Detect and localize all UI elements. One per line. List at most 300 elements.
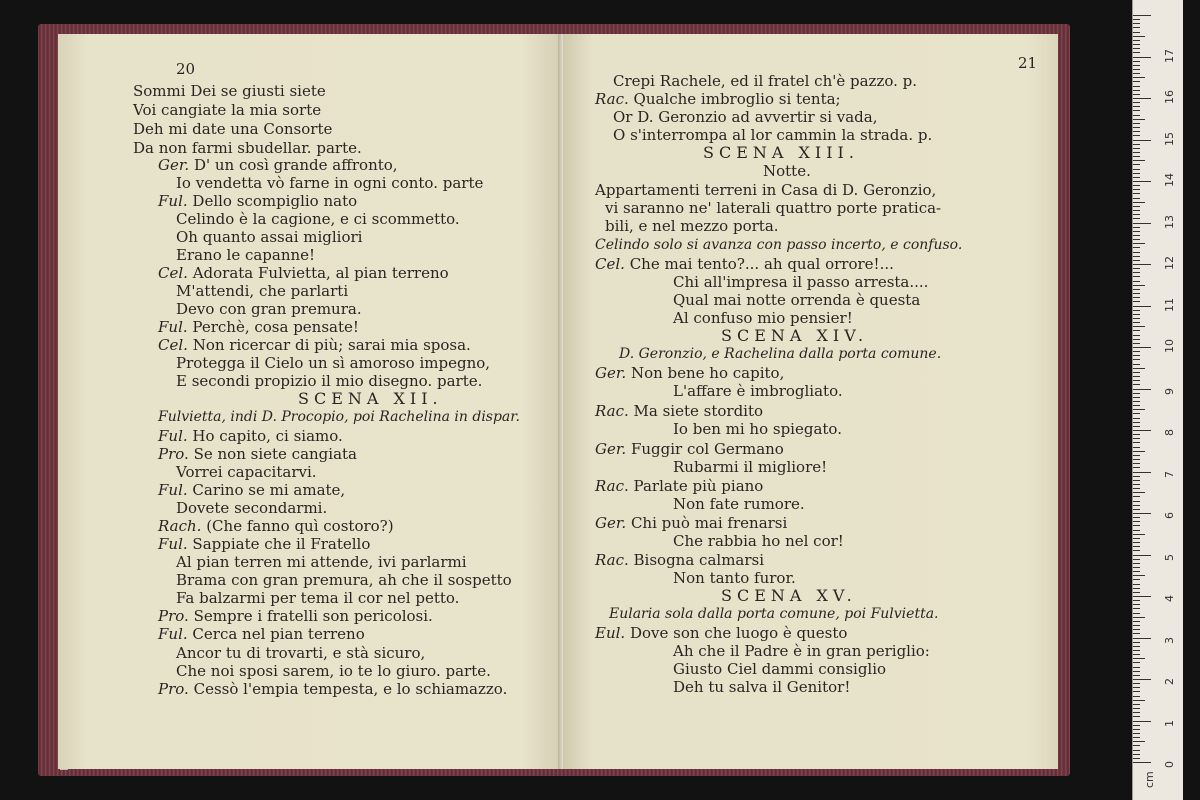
ruler-tick	[1133, 306, 1151, 307]
ruler-tick	[1133, 517, 1140, 518]
ruler-tick	[1133, 559, 1140, 560]
line-text: Dove son che luogo è questo	[629, 624, 848, 642]
verse-line	[595, 624, 847, 642]
line-text: Fulvietta, indi D. Procopio, poi Rachelina in dispar.	[158, 409, 520, 425]
ruler-tick	[1133, 123, 1140, 124]
ruler-tick	[1133, 115, 1140, 116]
verse-line	[613, 126, 932, 144]
ruler-tick	[1133, 189, 1140, 190]
verse-line	[176, 300, 362, 318]
verse-line	[176, 228, 362, 246]
ruler-tick	[1133, 206, 1140, 207]
verse-line	[673, 291, 920, 309]
ruler-tick	[1133, 667, 1140, 668]
verse-line	[763, 162, 811, 180]
verse-line	[176, 246, 315, 264]
verse-line	[158, 318, 359, 336]
speaker-label: Ful.	[158, 192, 188, 210]
line-text: Sappiate che il Fratello	[192, 535, 371, 553]
speaker-label: Ger.	[595, 364, 627, 382]
ruler-tick	[1133, 525, 1140, 526]
line-text: Or D. Geronzio ad avvertir si vada,	[613, 108, 878, 126]
verse-line	[673, 382, 843, 400]
verse-line	[673, 678, 850, 696]
line-text: M'attendi, che parlarti	[176, 282, 349, 300]
ruler-tick	[1133, 27, 1140, 28]
ruler-tick	[1133, 754, 1140, 755]
line-text: Celindo è la cagione, e ci scommetto.	[176, 210, 460, 228]
line-text: Oh quanto assai migliori	[176, 228, 363, 246]
verse-line	[133, 139, 362, 157]
verse-line	[595, 514, 787, 532]
ruler-tick	[1133, 343, 1140, 344]
ruler-tick	[1133, 401, 1140, 402]
line-text: Erano le capanne!	[176, 246, 316, 264]
ruler-number: 12	[1163, 256, 1176, 270]
ruler-tick	[1133, 318, 1140, 319]
ruler-tick	[1133, 625, 1140, 626]
ruler-tick	[1133, 169, 1140, 170]
ruler-tick	[1133, 347, 1151, 348]
ruler-tick	[1133, 584, 1140, 585]
ruler-tick	[1133, 160, 1145, 161]
ruler-tick	[1133, 81, 1140, 82]
ruler-tick	[1133, 530, 1140, 531]
scene-heading	[703, 144, 859, 162]
verse-line	[158, 680, 507, 698]
measurement-ruler	[1132, 0, 1183, 800]
ruler-number: 17	[1163, 48, 1176, 63]
ruler-number: 5	[1163, 553, 1176, 561]
ruler-tick	[1133, 704, 1140, 705]
ruler-tick	[1133, 604, 1140, 605]
ruler-tick	[1133, 687, 1140, 688]
line-text: Se non siete cangiata	[193, 445, 357, 463]
line-text: Dovete secondarmi.	[176, 499, 328, 517]
speaker-label: Ful.	[158, 427, 188, 445]
ruler-tick	[1133, 725, 1140, 726]
line-text: Rubarmi il migliore!	[673, 458, 828, 476]
ruler-number: 16	[1163, 90, 1176, 104]
verse-line	[673, 273, 928, 291]
stage-direction	[158, 408, 520, 426]
ruler-tick	[1133, 335, 1140, 336]
ruler-tick	[1133, 472, 1151, 473]
speaker-label: Rac.	[595, 477, 629, 495]
ruler-tick	[1133, 733, 1140, 734]
ruler-tick	[1133, 140, 1151, 141]
verse-line	[613, 108, 878, 126]
ruler-unit-label: cm	[1143, 771, 1156, 788]
ruler-tick	[1133, 268, 1140, 269]
ruler-tick	[1133, 646, 1140, 647]
line-text: Cessò l'empia tempesta, e lo schiamazzo.	[193, 680, 508, 698]
ruler-tick	[1133, 185, 1140, 186]
ruler-tick	[1133, 243, 1145, 244]
ruler-tick	[1133, 592, 1140, 593]
ruler-tick	[1133, 94, 1140, 95]
verse-line	[158, 192, 357, 210]
ruler-tick	[1133, 567, 1140, 568]
ruler-tick	[1133, 393, 1140, 394]
ruler-tick	[1133, 741, 1145, 742]
ruler-tick	[1133, 61, 1140, 62]
ruler-number: 2	[1163, 678, 1176, 685]
ruler-tick	[1133, 193, 1140, 194]
ruler-tick	[1133, 588, 1140, 589]
ruler-tick	[1133, 575, 1145, 576]
scene-heading	[298, 390, 443, 408]
line-text: Qualche imbroglio si tenta;	[633, 90, 841, 108]
verse-line	[176, 589, 459, 607]
speaker-label: Rac.	[595, 90, 629, 108]
stage-direction	[595, 236, 962, 254]
verse-line	[595, 477, 763, 495]
ruler-tick	[1133, 256, 1140, 257]
ruler-tick	[1133, 434, 1140, 435]
verse-line	[176, 571, 512, 589]
ruler-tick	[1133, 355, 1140, 356]
verse-line	[595, 364, 784, 382]
verse-line	[595, 440, 784, 458]
ruler-tick	[1133, 409, 1145, 410]
ruler-tick	[1133, 729, 1140, 730]
ruler-tick	[1133, 633, 1140, 634]
ruler-tick	[1133, 86, 1140, 87]
line-text: SCENA XII.	[298, 389, 443, 408]
speaker-label: Cel.	[158, 264, 188, 282]
stage-direction	[619, 345, 941, 363]
line-text: Non ricercar di più; sarai mia sposa.	[192, 336, 471, 354]
ruler-tick	[1133, 708, 1140, 709]
ruler-tick	[1133, 492, 1145, 493]
line-text: Al confuso mio pensier!	[673, 309, 853, 327]
speaker-label: Pro.	[158, 607, 189, 625]
ruler-tick	[1133, 276, 1140, 277]
speaker-label: Cel.	[595, 255, 625, 273]
ruler-tick	[1133, 679, 1151, 680]
line-text: O s'interrompa al lor cammin la strada. p.	[613, 126, 933, 144]
ruler-number: 15	[1163, 131, 1176, 146]
left-page	[58, 34, 563, 769]
verse-line	[673, 642, 930, 660]
ruler-tick	[1133, 364, 1140, 365]
ruler-tick	[1133, 662, 1140, 663]
ruler-number: 14	[1163, 173, 1176, 187]
verse-line	[176, 463, 317, 481]
ruler-tick	[1133, 65, 1140, 66]
verse-line	[673, 309, 853, 327]
verse-line	[673, 420, 842, 438]
ruler-tick	[1133, 442, 1140, 443]
ruler-tick	[1133, 247, 1140, 248]
line-text: Ma siete stordito	[633, 402, 764, 420]
ruler-tick	[1133, 488, 1140, 489]
scene-heading	[721, 327, 868, 345]
ruler-tick	[1133, 758, 1140, 759]
line-text: Ancor tu di trovarti, e stà sicuro,	[176, 644, 426, 662]
ruler-tick	[1133, 542, 1140, 543]
speaker-label: Ful.	[158, 481, 188, 499]
ruler-tick	[1133, 368, 1145, 369]
ruler-tick	[1133, 389, 1151, 390]
ruler-tick	[1133, 98, 1151, 99]
line-text: Che rabbia ho nel cor!	[673, 532, 844, 550]
verse-line	[133, 120, 332, 138]
ruler-number: 1	[1163, 719, 1176, 727]
speaker-label: Pro.	[158, 680, 189, 698]
ruler-tick	[1133, 737, 1140, 738]
line-text: Non fate rumore.	[673, 495, 805, 513]
verse-line	[158, 535, 370, 553]
line-text: SCENA XIV.	[721, 326, 869, 345]
ruler-number: 10	[1163, 339, 1176, 353]
verse-line	[176, 662, 491, 680]
line-text: Celindo solo si avanza con passo incerto, e confuso.	[595, 237, 963, 253]
ruler-tick	[1133, 227, 1140, 228]
page-number: 21	[1018, 54, 1038, 72]
stage-direction	[609, 605, 939, 623]
ruler-tick	[1133, 451, 1145, 452]
line-text: Che noi sposi sarem, io te lo giuro. parte.	[176, 662, 491, 680]
ruler-tick	[1133, 310, 1140, 311]
line-text: Crepi Rachele, ed il fratel ch'è pazzo. p.	[613, 72, 918, 90]
ruler-tick	[1133, 600, 1140, 601]
ruler-tick	[1133, 380, 1140, 381]
ruler-tick	[1133, 218, 1140, 219]
verse-line	[176, 174, 483, 192]
ruler-tick	[1133, 285, 1145, 286]
ruler-tick	[1133, 480, 1140, 481]
ruler-tick	[1133, 654, 1140, 655]
verse-line	[176, 499, 327, 517]
verse-line	[176, 354, 490, 372]
ruler-tick	[1133, 181, 1151, 182]
line-text: Ah che il Padre è in gran periglio:	[673, 642, 930, 660]
ruler-tick	[1133, 322, 1140, 323]
ruler-tick	[1133, 15, 1151, 16]
line-text: Bisogna calmarsi	[633, 551, 765, 569]
line-text: Sommi Dei se giusti siete	[133, 82, 326, 100]
verse-line	[158, 427, 343, 445]
verse-line	[158, 445, 357, 463]
line-text: Vorrei capacitarvi.	[176, 463, 317, 481]
verse-line	[158, 481, 345, 499]
line-text: Chi all'impresa il passo arresta....	[673, 273, 929, 291]
ruler-tick	[1133, 239, 1140, 240]
ruler-tick	[1133, 397, 1140, 398]
verse-line	[133, 101, 321, 119]
page-number: 20	[176, 60, 196, 78]
ruler-tick	[1133, 19, 1140, 20]
ruler-tick	[1133, 40, 1140, 41]
line-text: Protegga il Cielo un sì amoroso impegno,	[176, 354, 491, 372]
ruler-tick	[1133, 418, 1140, 419]
verse-line	[158, 336, 471, 354]
line-text: Appartamenti terreni in Casa di D. Geronzio,	[595, 181, 937, 199]
ruler-tick	[1133, 135, 1140, 136]
line-text: Da non farmi sbudellar. parte.	[133, 139, 362, 157]
ruler-tick	[1133, 467, 1140, 468]
ruler-tick	[1133, 555, 1151, 556]
ruler-tick	[1133, 691, 1140, 692]
ruler-tick	[1133, 210, 1140, 211]
line-text: Io vendetta vò farne in ogni conto. parte	[176, 174, 484, 192]
ruler-tick	[1133, 621, 1140, 622]
ruler-tick	[1133, 405, 1140, 406]
verse-line	[176, 644, 425, 662]
ruler-tick	[1133, 613, 1140, 614]
line-text: Voi cangiate la mia sorte	[133, 101, 322, 119]
ruler-tick	[1133, 447, 1140, 448]
ruler-tick	[1133, 330, 1140, 331]
line-text: Carino se mi amate,	[192, 481, 346, 499]
ruler-tick	[1133, 110, 1140, 111]
line-text: Adorata Fulvietta, al pian terreno	[192, 264, 449, 282]
ruler-tick	[1133, 90, 1140, 91]
ruler-tick	[1133, 198, 1140, 199]
ruler-tick	[1133, 102, 1140, 103]
ruler-tick	[1133, 372, 1140, 373]
ruler-tick	[1133, 351, 1140, 352]
line-text: Io ben mi ho spiegato.	[673, 420, 842, 438]
verse-line	[176, 210, 460, 228]
verse-line	[158, 264, 449, 282]
ruler-tick	[1133, 52, 1140, 53]
speaker-label: Eul.	[595, 624, 626, 642]
ruler-tick	[1133, 57, 1151, 58]
ruler-tick	[1133, 252, 1140, 253]
verse-line	[158, 625, 365, 643]
ruler-tick	[1133, 164, 1140, 165]
verse-line	[673, 532, 844, 550]
ruler-tick	[1133, 289, 1140, 290]
verse-line	[158, 156, 398, 174]
speaker-label: Ger.	[158, 156, 190, 174]
ruler-tick	[1133, 48, 1140, 49]
ruler-tick	[1133, 152, 1140, 153]
ruler-tick	[1133, 501, 1140, 502]
ruler-tick	[1133, 73, 1140, 74]
line-text: Fa balzarmi per tema il cor nel petto.	[176, 589, 460, 607]
ruler-tick	[1133, 696, 1140, 697]
ruler-tick	[1133, 505, 1140, 506]
verse-line	[595, 90, 841, 108]
speaker-label: Ful.	[158, 318, 188, 336]
ruler-tick	[1133, 272, 1140, 273]
line-text: Fuggir col Germano	[630, 440, 784, 458]
speaker-label: Ful.	[158, 625, 188, 643]
ruler-tick	[1133, 32, 1140, 33]
verse-line	[595, 255, 894, 273]
verse-line	[176, 282, 348, 300]
verse-line	[613, 72, 917, 90]
verse-line	[673, 660, 886, 678]
ruler-tick	[1133, 173, 1140, 174]
verse-line	[176, 553, 467, 571]
right-page	[563, 34, 1058, 769]
ruler-tick	[1133, 119, 1145, 120]
ruler-tick	[1133, 44, 1140, 45]
line-text: (Che fanno quì costoro?)	[206, 517, 394, 535]
line-text: Notte.	[763, 162, 811, 180]
open-book	[58, 34, 1058, 769]
ruler-tick	[1133, 629, 1140, 630]
ruler-number: 4	[1163, 595, 1176, 602]
ruler-tick	[1133, 177, 1140, 178]
ruler-tick	[1133, 455, 1140, 456]
ruler-number: 8	[1163, 429, 1176, 436]
line-text: Chi può mai frenarsi	[630, 514, 788, 532]
ruler-tick	[1133, 301, 1140, 302]
ruler-tick	[1133, 658, 1145, 659]
verse-line	[673, 569, 796, 587]
verse-line	[605, 199, 941, 217]
ruler-tick	[1133, 235, 1140, 236]
ruler-tick	[1133, 476, 1140, 477]
verse-line	[595, 181, 936, 199]
ruler-tick	[1133, 675, 1140, 676]
ruler-tick	[1133, 293, 1140, 294]
ruler-tick	[1133, 496, 1140, 497]
ruler-tick	[1133, 745, 1140, 746]
verse-line	[158, 607, 433, 625]
ruler-tick	[1133, 297, 1140, 298]
verse-line	[158, 517, 394, 535]
ruler-tick	[1133, 106, 1140, 107]
line-text: Parlate più piano	[633, 477, 764, 495]
ruler-tick	[1133, 376, 1140, 377]
ruler-tick	[1133, 231, 1140, 232]
line-text: Sempre i fratelli son pericolosi.	[193, 607, 433, 625]
ruler-tick	[1133, 144, 1140, 145]
speaker-label: Ful.	[158, 535, 188, 553]
line-text: Ho capito, ci siamo.	[192, 427, 343, 445]
ruler-tick	[1133, 650, 1140, 651]
line-text: Deh mi date una Consorte	[133, 120, 333, 138]
ruler-tick	[1133, 223, 1151, 224]
ruler-tick	[1133, 617, 1145, 618]
ruler-tick	[1133, 438, 1140, 439]
ruler-tick	[1133, 127, 1140, 128]
ruler-tick	[1133, 69, 1140, 70]
line-text: bili, e nel mezzo porta.	[605, 217, 779, 235]
ruler-tick	[1133, 509, 1140, 510]
line-text: Cerca nel pian terreno	[192, 625, 365, 643]
ruler-tick	[1133, 359, 1140, 360]
verse-line	[673, 458, 827, 476]
ruler-tick	[1133, 264, 1151, 265]
ruler-number: 13	[1163, 214, 1176, 229]
ruler-tick	[1133, 563, 1140, 564]
ruler-tick	[1133, 546, 1140, 547]
ruler-tick	[1133, 202, 1145, 203]
ruler-tick	[1133, 484, 1140, 485]
ruler-number: 11	[1163, 297, 1176, 312]
ruler-tick	[1133, 550, 1140, 551]
ruler-number: 0	[1163, 761, 1176, 768]
ruler-tick	[1133, 326, 1145, 327]
line-text: Deh tu salva il Genitor!	[673, 678, 851, 696]
ruler-tick	[1133, 77, 1145, 78]
verse-line	[595, 402, 763, 420]
ruler-tick	[1133, 314, 1140, 315]
line-text: vi saranno ne' laterali quattro porte pratica-	[605, 199, 942, 217]
ruler-tick	[1133, 459, 1140, 460]
ruler-tick	[1133, 712, 1140, 713]
ruler-tick	[1133, 36, 1145, 37]
ruler-tick	[1133, 571, 1140, 572]
